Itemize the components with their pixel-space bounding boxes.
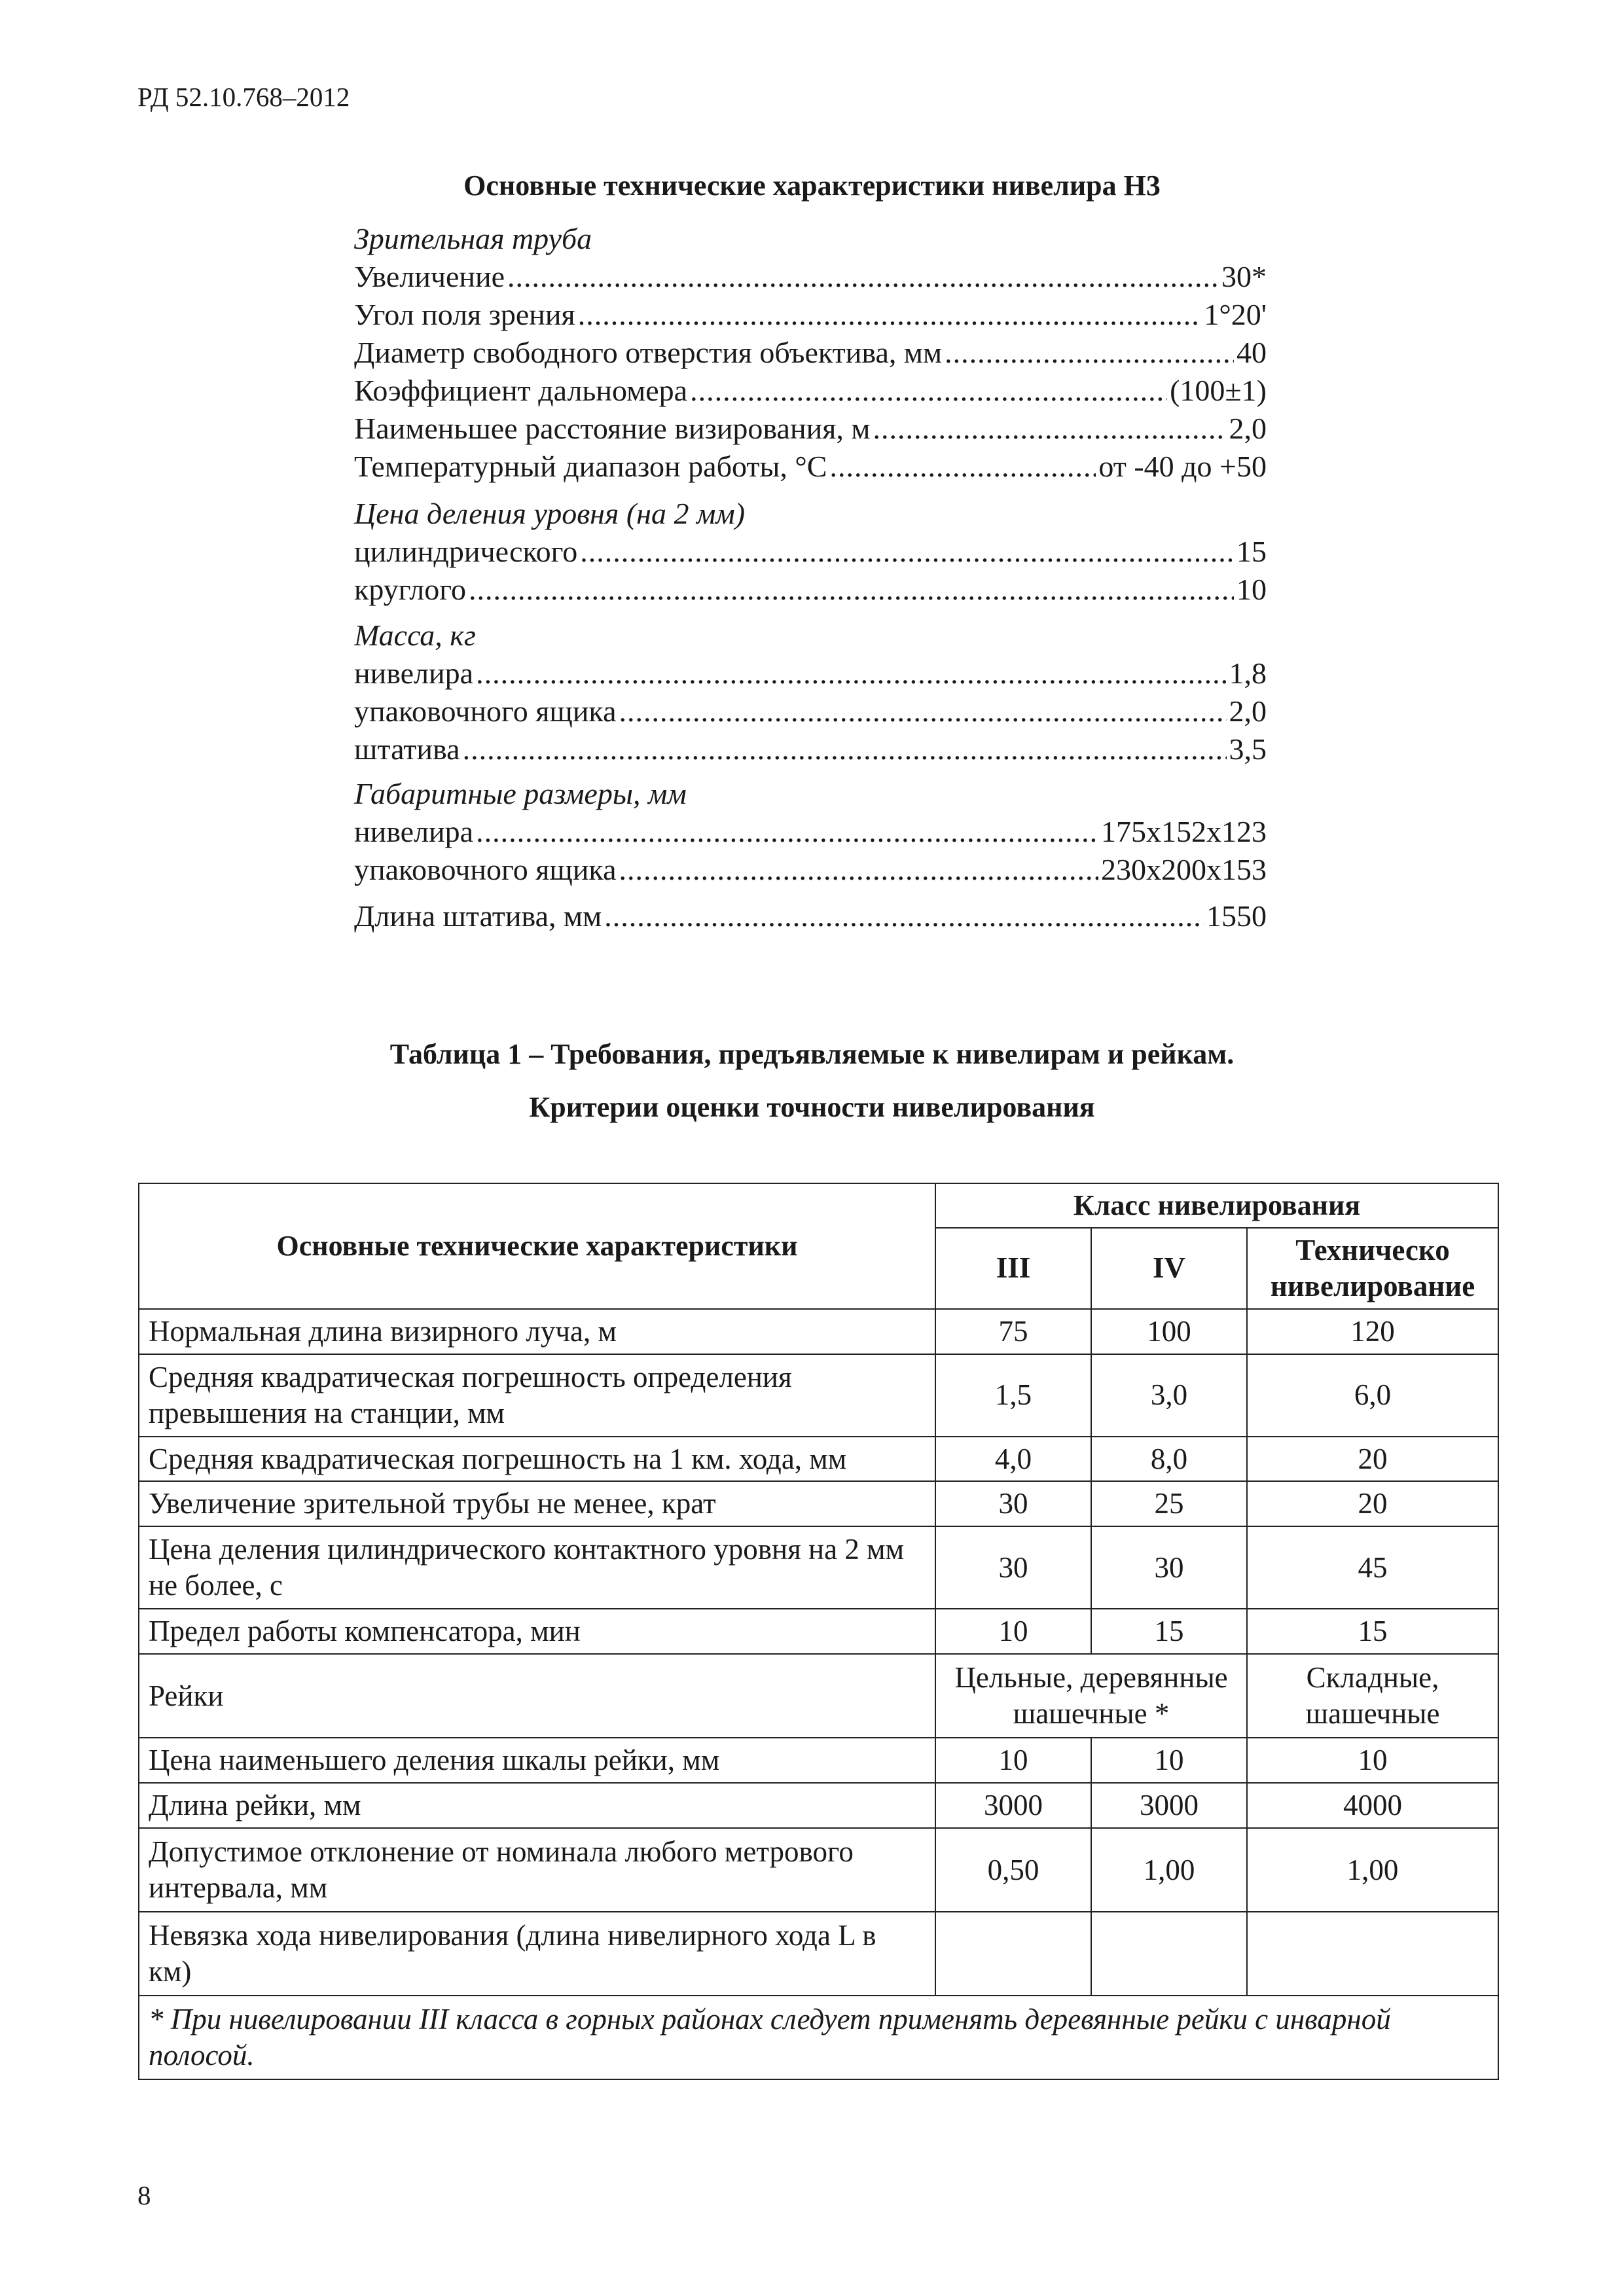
- row-label: Цена деления цилиндрического контактного уровня на 2 мм не более, с: [139, 1526, 935, 1609]
- cell-tech: 120: [1247, 1309, 1498, 1354]
- spec-value: 230x200x153: [1101, 853, 1267, 886]
- row-label: Увеличение зрительной трубы не менее, крат: [139, 1481, 935, 1526]
- table-header-row: [139, 1183, 1498, 1228]
- row-label: Длина рейки, мм: [139, 1783, 935, 1828]
- spec-value: 1°20': [1204, 298, 1267, 331]
- cell-iv: 15: [1091, 1609, 1247, 1654]
- row-label: Невязка хода нивелирования (длина нивелирного хода L в км): [139, 1912, 935, 1996]
- section-heading: Зрительная труба: [354, 222, 592, 255]
- cell-tech: Складные, шашечные: [1247, 1654, 1498, 1738]
- spec-value: 1,8: [1229, 656, 1267, 690]
- cell-tech: 45: [1247, 1526, 1498, 1609]
- cell-iii-iv-merged: Цельные, деревянные шашечные *: [935, 1654, 1247, 1738]
- spec-label: нивелира: [354, 815, 474, 848]
- cell-iii: [935, 1912, 1091, 1996]
- spec-row: [354, 297, 1267, 332]
- spec-label: упаковочного ящика: [354, 694, 617, 728]
- row-label: Допустимое отклонение от номинала любого метрового интервала, мм: [139, 1828, 935, 1912]
- spec-label: Увеличение: [354, 260, 505, 293]
- requirements-table: [138, 1183, 1499, 2080]
- spec-label: Наименьшее расстояние визирования, м: [354, 412, 871, 445]
- table-row: [139, 1912, 1498, 1996]
- table-footnote: * При нивелировании III класса в горных районах следует применять деревянные рейки с инварной полосой.: [139, 1996, 1498, 2079]
- spec-row-tripod-length: [354, 899, 1267, 933]
- table-row: [139, 1309, 1498, 1354]
- section-heading: Цена деления уровня (на 2 мм): [354, 497, 746, 530]
- cell-tech: 20: [1247, 1437, 1498, 1482]
- spec-value: 1550: [1206, 899, 1267, 933]
- row-label: Цена наименьшего деления шкалы рейки, мм: [139, 1738, 935, 1783]
- header-class-iv: IV: [1091, 1228, 1247, 1309]
- spec-value: 175x152x123: [1101, 815, 1267, 848]
- cell-tech: 20: [1247, 1481, 1498, 1526]
- table-title-line2: Критерии оценки точности нивелирования: [529, 1091, 1095, 1123]
- cell-iv: [1091, 1912, 1247, 1996]
- spec-label: Длина штатива, мм: [354, 899, 602, 933]
- row-label: Средняя квадратическая погрешность определения превышения на станции, мм: [139, 1354, 935, 1437]
- spec-label: Коэффициент дальномера: [354, 374, 688, 407]
- cell-tech: 1,00: [1247, 1828, 1498, 1912]
- cell-iv: 10: [1091, 1738, 1247, 1783]
- spec-label: круглого: [354, 573, 466, 606]
- row-label: Рейки: [139, 1654, 935, 1738]
- cell-iii: 1,5: [935, 1354, 1091, 1437]
- spec-label: Диаметр свободного отверстия объектива, мм: [354, 336, 943, 369]
- row-label: Средняя квадратическая погрешность на 1 км. хода, мм: [139, 1437, 935, 1482]
- spec-value: 2,0: [1229, 694, 1267, 728]
- cell-iv: 3000: [1091, 1783, 1247, 1828]
- specs-title: Основные технические характеристики нивелира Н3: [463, 170, 1161, 202]
- cell-iv: 100: [1091, 1309, 1247, 1354]
- table-footnote-row: [139, 1996, 1498, 2079]
- spec-label: цилиндрического: [354, 535, 578, 568]
- header-class-iii: III: [935, 1228, 1091, 1309]
- spec-row: [354, 732, 1267, 766]
- cell-iii: 30: [935, 1481, 1091, 1526]
- spec-label: упаковочного ящика: [354, 853, 617, 886]
- cell-iv: 25: [1091, 1481, 1247, 1526]
- spec-value: 2,0: [1229, 412, 1267, 445]
- spec-value: 10: [1236, 573, 1267, 606]
- table-row: [139, 1526, 1498, 1609]
- spec-value: 3,5: [1229, 732, 1267, 766]
- header-class-technical: Техническо нивелирование: [1247, 1228, 1498, 1309]
- cell-iii: 30: [935, 1526, 1091, 1609]
- spec-row: [354, 852, 1267, 887]
- cell-iv: 3,0: [1091, 1354, 1247, 1437]
- spec-row: [354, 335, 1267, 370]
- cell-iv: 8,0: [1091, 1437, 1247, 1482]
- cell-iii: 10: [935, 1609, 1091, 1654]
- section-heading: Габаритные размеры, мм: [354, 777, 687, 810]
- spec-row: [354, 656, 1267, 691]
- cell-iii: 3000: [935, 1783, 1091, 1828]
- cell-iv: 1,00: [1091, 1828, 1247, 1912]
- table-row: [139, 1654, 1498, 1738]
- spec-label: Угол поля зрения: [354, 298, 575, 331]
- spec-value: 30*: [1221, 260, 1267, 293]
- spec-row: [354, 411, 1267, 446]
- spec-value: 15: [1236, 535, 1267, 568]
- table-title-line1: Таблица 1 – Требования, предъявляемые к нивелирам и рейкам.: [389, 1038, 1235, 1070]
- spec-row: [354, 572, 1267, 607]
- header-characteristics: Основные технические характеристики: [139, 1183, 935, 1309]
- spec-row: [354, 694, 1267, 728]
- section-heading: Масса, кг: [354, 619, 476, 652]
- cell-tech: [1247, 1912, 1498, 1996]
- table-row: [139, 1354, 1498, 1437]
- header-class-group: Класс нивелирования: [935, 1183, 1498, 1228]
- spec-row: [354, 534, 1267, 569]
- spec-row: [354, 259, 1267, 294]
- cell-tech: 15: [1247, 1609, 1498, 1654]
- table-row: [139, 1783, 1498, 1828]
- cell-iv: 30: [1091, 1526, 1247, 1609]
- table-row: [139, 1828, 1498, 1912]
- spec-value: от -40 до +50: [1098, 450, 1267, 483]
- cell-iii: 4,0: [935, 1437, 1091, 1482]
- cell-tech: 4000: [1247, 1783, 1498, 1828]
- cell-iii: 75: [935, 1309, 1091, 1354]
- spec-value: 40: [1236, 336, 1267, 369]
- cell-tech: 6,0: [1247, 1354, 1498, 1437]
- row-label: Предел работы компенсатора, мин: [139, 1609, 935, 1654]
- page-number: 8: [137, 2180, 151, 2210]
- spec-value: (100±1): [1170, 374, 1267, 407]
- row-label: Нормальная длина визирного луча, м: [139, 1309, 935, 1354]
- spec-row: [354, 814, 1267, 849]
- document-code: РД 52.10.768–2012: [137, 82, 350, 112]
- spec-row: [354, 373, 1267, 408]
- table-row: [139, 1609, 1498, 1654]
- cell-tech: 10: [1247, 1738, 1498, 1783]
- cell-iii: 0,50: [935, 1828, 1091, 1912]
- table-row: [139, 1738, 1498, 1783]
- spec-label: нивелира: [354, 656, 474, 690]
- cell-iii: 10: [935, 1738, 1091, 1783]
- spec-label: штатива: [354, 732, 460, 766]
- spec-label: Температурный диапазон работы, °С: [354, 450, 827, 483]
- spec-row: [354, 449, 1267, 484]
- table-row: [139, 1437, 1498, 1482]
- table-row: [139, 1481, 1498, 1526]
